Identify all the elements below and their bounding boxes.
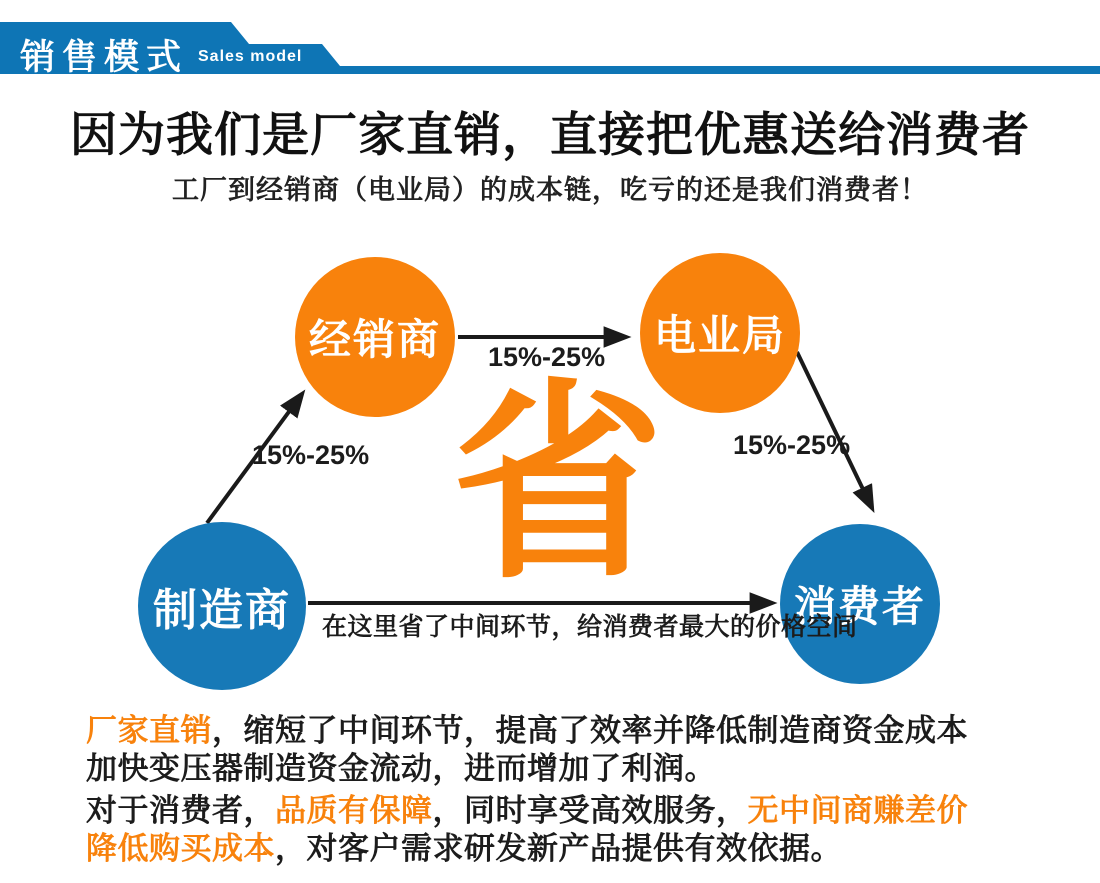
node-consumer bbox=[780, 524, 940, 684]
node-power-bureau-label: 电业局 bbox=[653, 312, 786, 359]
node-consumer-label: 消费者 bbox=[793, 583, 926, 630]
paragraph-consumer-benefits bbox=[86, 792, 1026, 868]
highlight-no-middleman: 无中间商赚差价 bbox=[747, 793, 968, 828]
main-title: 因为我们是厂家直销，直接把优惠送给消费者 bbox=[70, 110, 1030, 162]
node-power-bureau bbox=[640, 253, 800, 413]
paragraph-2-black-2: ，同时享受高效服务， bbox=[432, 793, 748, 828]
edge-label-manufacturer-distributor: 15%-25% bbox=[252, 440, 370, 470]
paragraph-1-line2-text: 加快变压器制造资金流动，进而增加了利润。 bbox=[86, 751, 716, 786]
highlight-factory-direct: 厂家直销 bbox=[86, 713, 212, 748]
edge-label-manufacturer-consumer: 在这里省了中间环节，给消费者最大的价格空间 bbox=[322, 613, 858, 641]
node-distributor-label: 经销商 bbox=[308, 316, 441, 363]
paragraph-2-black-1: 对于消费者， bbox=[86, 793, 275, 828]
edge-label-distributor-power-bureau: 15%-25% bbox=[488, 342, 606, 372]
save-glyph: 省 bbox=[452, 365, 664, 602]
paragraph-2-black-3: ，对客户需求研发新产品提供有效依据。 bbox=[275, 831, 842, 866]
node-distributor bbox=[295, 257, 455, 417]
header-title-en: Sales model bbox=[198, 48, 303, 65]
paragraph-1-line1-text: ，缩短了中间环节，提高了效率并降低制造商资金成本 bbox=[212, 713, 968, 748]
highlight-quality-guarantee: 品质有保障 bbox=[275, 793, 433, 828]
header-title-cn: 销售模式 bbox=[20, 38, 189, 77]
highlight-lower-cost: 降低购买成本 bbox=[86, 831, 275, 866]
paragraph-factory-direct bbox=[86, 712, 1026, 788]
node-manufacturer bbox=[138, 522, 306, 690]
edge-label-power-bureau-consumer: 15%-25% bbox=[733, 430, 851, 460]
node-manufacturer-label: 制造商 bbox=[153, 586, 291, 635]
main-subtitle: 工厂到经销商（电业局）的成本链，吃亏的还是我们消费者！ bbox=[172, 175, 928, 205]
